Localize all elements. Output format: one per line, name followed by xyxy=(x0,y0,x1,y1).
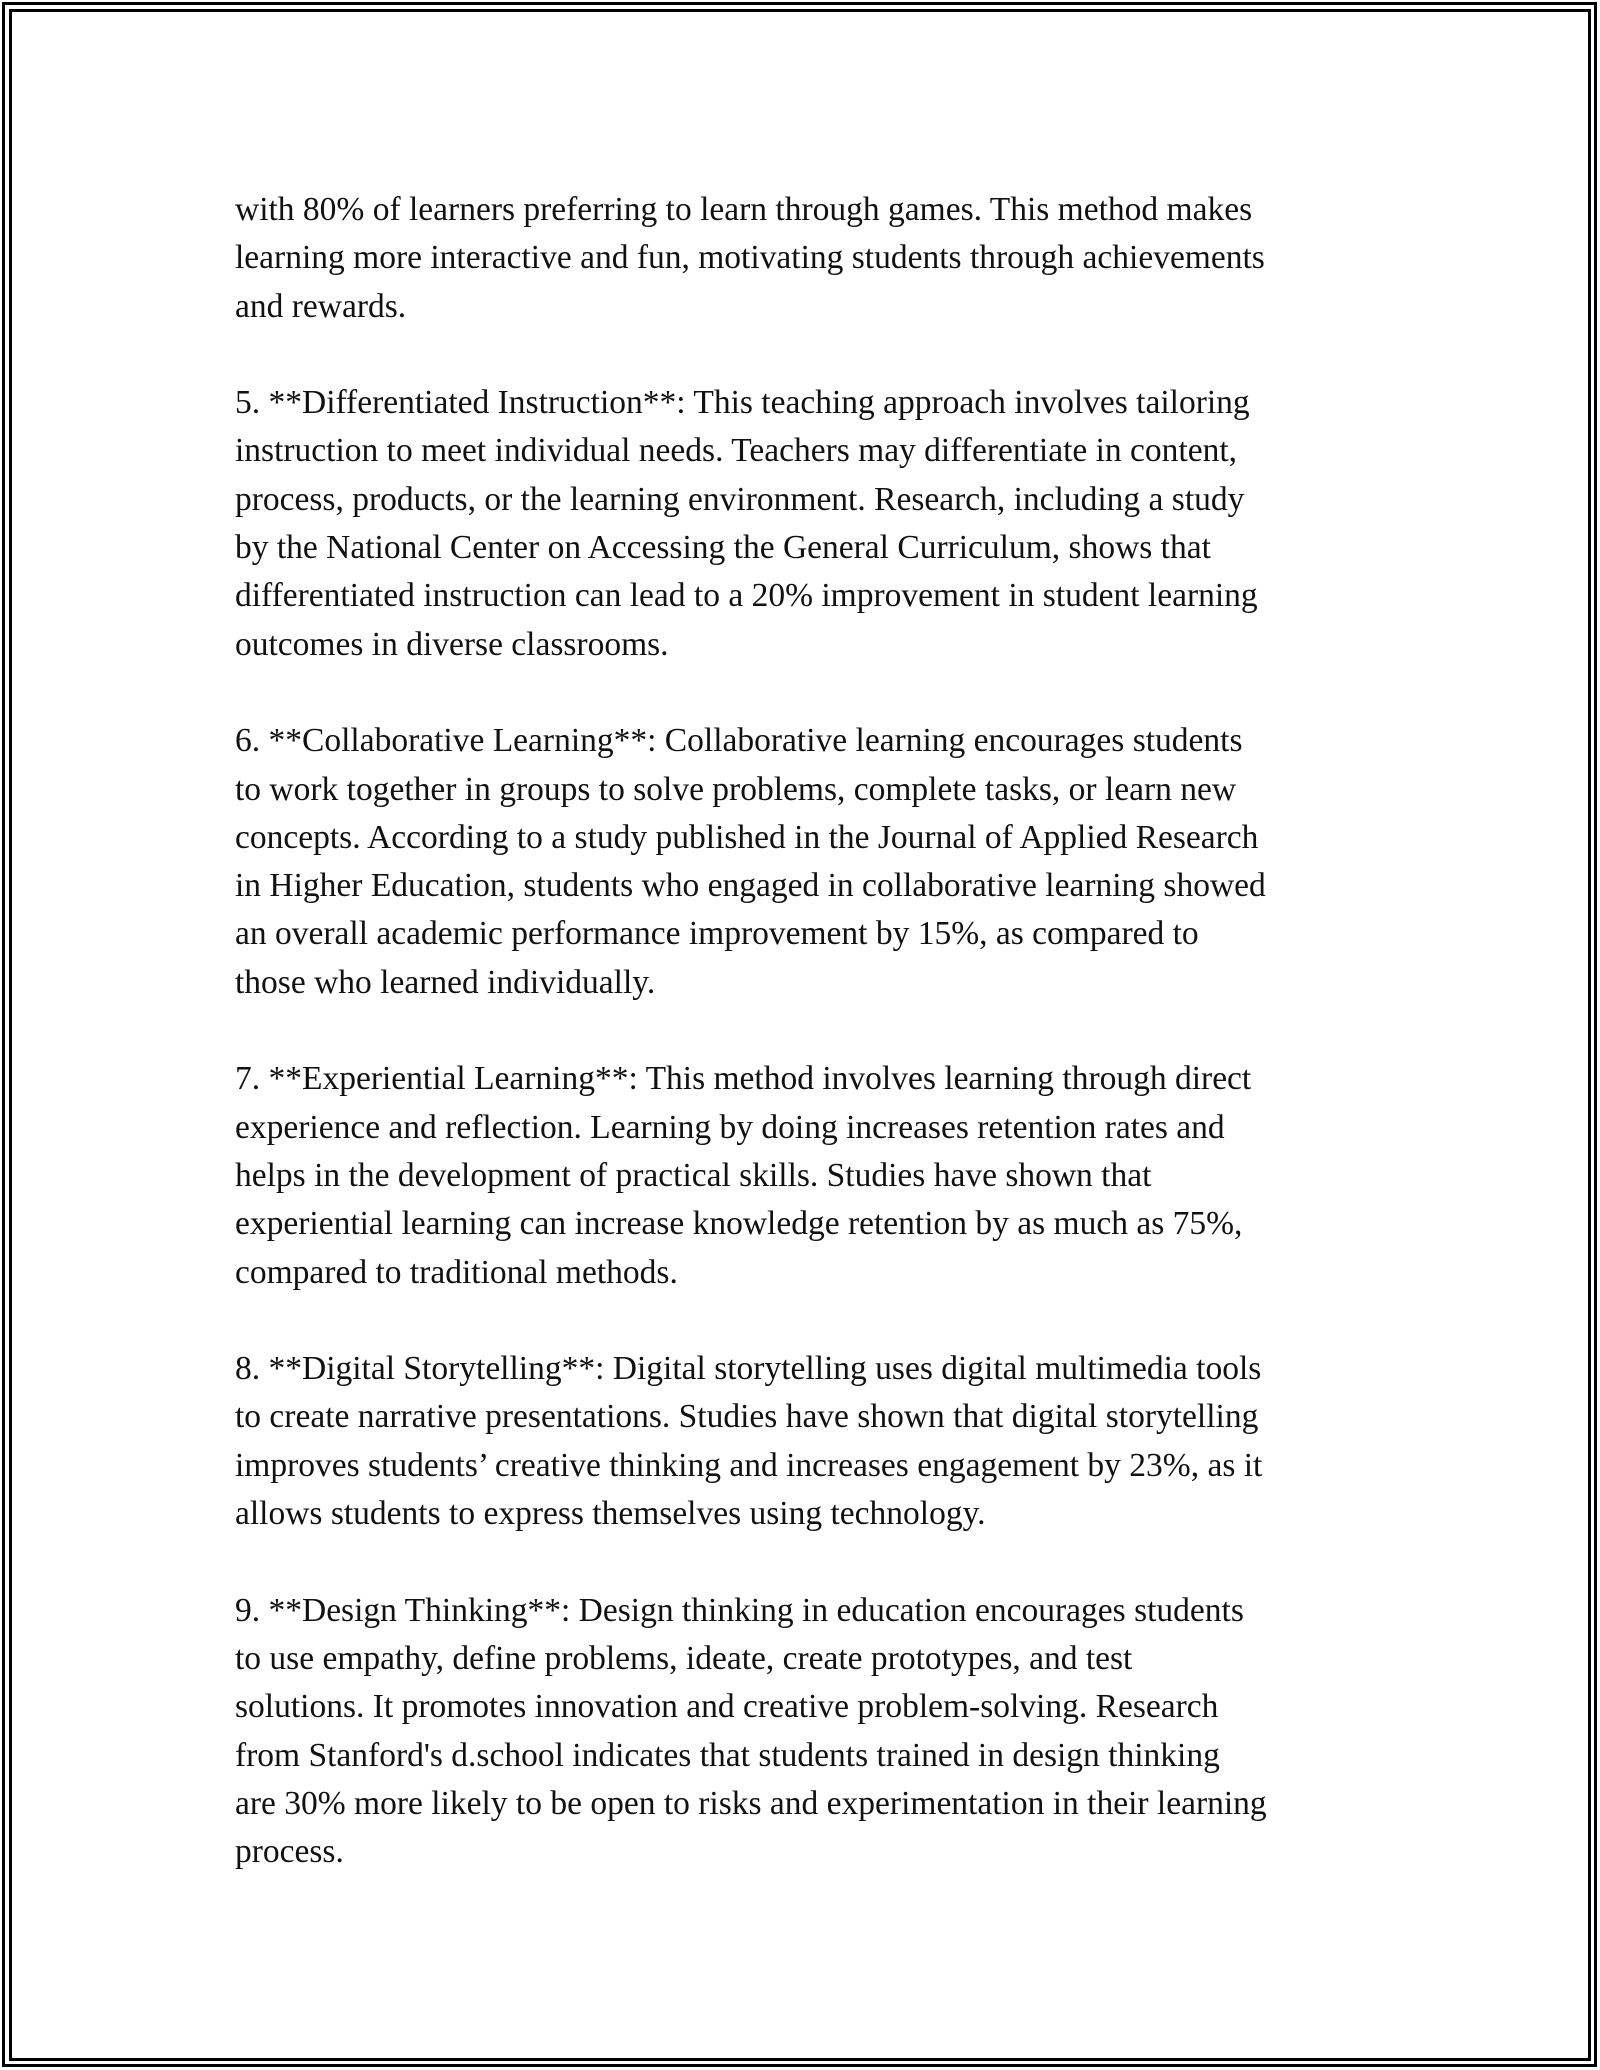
text-line: from Stanford's d.school indicates that students trained in design thinking xyxy=(235,1736,1220,1774)
text-line: compared to traditional methods. xyxy=(235,1253,678,1291)
text-line: process. xyxy=(235,1833,344,1871)
text-line: 5. **Differentiated Instruction**: This teaching approach involves tailoring xyxy=(235,384,1250,422)
text-line: 9. **Design Thinking**: Design thinking in education encourages students xyxy=(235,1591,1244,1629)
paragraph-digital-storytelling xyxy=(235,1345,1395,1538)
text-line: those who learned individually. xyxy=(235,963,656,1001)
text-line: are 30% more likely to be open to risks and experimentation in their learning xyxy=(235,1784,1267,1822)
paragraph-differentiated-instruction xyxy=(235,379,1395,669)
paragraph-games-continued xyxy=(235,186,1395,331)
text-line: improves students’ creative thinking and increases engagement by 23%, as it xyxy=(235,1446,1263,1484)
text-line: and rewards. xyxy=(235,287,407,325)
text-line: instruction to meet individual needs. Teachers may differentiate in content, xyxy=(235,432,1238,470)
text-line: concepts. According to a study published in the Journal of Applied Research xyxy=(235,818,1259,856)
text-line: to work together in groups to solve problems, complete tasks, or learn new xyxy=(235,770,1237,808)
text-line: an overall academic performance improvement by 15%, as compared to xyxy=(235,915,1199,953)
text-line: by the National Center on Accessing the General Curriculum, shows that xyxy=(235,529,1211,567)
paragraph-experiential-learning xyxy=(235,1055,1395,1296)
text-line: to use empathy, define problems, ideate, create prototypes, and test xyxy=(235,1639,1133,1677)
text-line: solutions. It promotes innovation and creative problem-solving. Research xyxy=(235,1688,1219,1726)
text-line: in Higher Education, students who engaged in collaborative learning showed xyxy=(235,867,1266,905)
text-line: outcomes in diverse classrooms. xyxy=(235,625,669,663)
text-line: 7. **Experiential Learning**: This method involves learning through direct xyxy=(235,1060,1252,1098)
text-line: helps in the development of practical skills. Studies have shown that xyxy=(235,1156,1152,1194)
paragraph-collaborative-learning xyxy=(235,717,1395,1007)
text-line: to create narrative presentations. Studies have shown that digital storytelling xyxy=(235,1398,1259,1436)
text-line: learning more interactive and fun, motivating students through achievements xyxy=(235,239,1265,277)
text-line: 8. **Digital Storytelling**: Digital storytelling uses digital multimedia tools xyxy=(235,1350,1262,1388)
text-line: experiential learning can increase knowledge retention by as much as 75%, xyxy=(235,1205,1243,1243)
text-line: allows students to express themselves using technology. xyxy=(235,1495,986,1533)
text-line: 6. **Collaborative Learning**: Collaborative learning encourages students xyxy=(235,722,1243,760)
text-line: process, products, or the learning environment. Research, including a study xyxy=(235,480,1245,518)
paragraph-design-thinking xyxy=(235,1587,1395,1877)
text-line: with 80% of learners preferring to learn through games. This method makes xyxy=(235,191,1253,228)
text-line: differentiated instruction can lead to a 20% improvement in student learning xyxy=(235,577,1258,615)
text-line: experience and reflection. Learning by doing increases retention rates and xyxy=(235,1108,1225,1146)
document-body xyxy=(235,186,1395,1925)
